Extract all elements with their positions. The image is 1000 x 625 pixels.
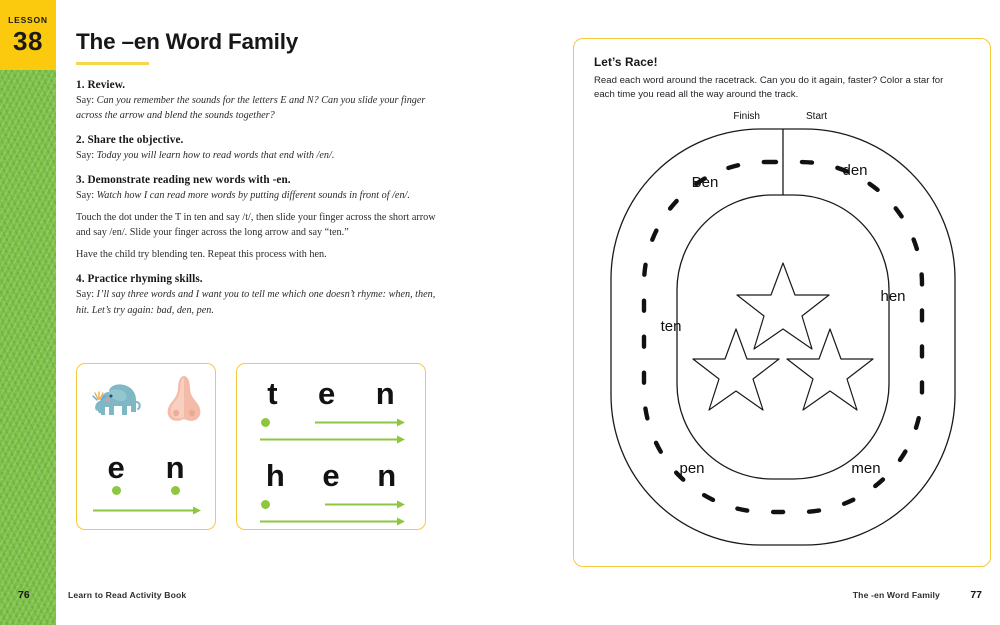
right-page [500,0,1000,625]
track-word-men: men [851,460,881,477]
letter-row-en [87,452,205,483]
green-side-strip [0,0,56,625]
sound-dot [112,486,121,495]
picture-row [77,373,215,429]
step-3-para-3: Have the child try blending ten. Repeat this process with hen. [76,249,327,261]
track-word-hen: hen [880,288,906,305]
left-page-number: 76 [18,589,30,601]
letter-t: t [267,376,278,411]
step-4-body [76,287,436,317]
step-3 [76,174,436,262]
sound-dot [171,486,180,495]
track-word-Ben: Ben [691,174,719,191]
letter-row-hen [247,460,415,491]
sound-dot-t [261,418,270,427]
lesson-badge [0,0,56,70]
letter-n: n [377,458,397,493]
race-instructions: Read each word around the racetrack. Can you do it again, faster? Color a star for each time you read all the way around the track. [594,75,944,101]
letter-row-ten [247,378,415,409]
activity-boxes [76,363,426,530]
letter-e: e [322,458,340,493]
blend-arrow-long-hen [260,517,405,526]
track-word-pen: pen [679,460,705,477]
right-page-number: 77 [970,589,982,601]
letter-n: n [375,376,395,411]
blend-arrow-long-ten [260,435,405,444]
step-3-body [76,188,436,203]
track-inner-edge [677,195,889,479]
star-top [737,263,829,349]
lesson-label: LESSON [8,15,48,26]
title-underline [76,62,149,65]
left-footer [0,575,500,625]
step-1-heading: 1. Review. [76,78,126,91]
step-2 [76,134,436,163]
blend-arrow-short-en-2 [325,500,405,509]
sound-dot-h [261,500,270,509]
left-page-content [76,30,436,329]
say-lead: Say: [76,94,95,106]
book-title-footer: Learn to Read Activity Book [68,590,187,600]
finish-label: Finish [733,111,760,122]
lesson-title-footer: The -en Word Family [852,590,940,600]
say-text: Today you will learn how to read words that end with /en/. [94,149,335,161]
step-4-heading: 4. Practice rhyming skills. [76,273,203,286]
start-label: Start [806,111,828,122]
activity-box-en[interactable] [76,363,216,530]
right-footer [600,575,1000,625]
say-lead: Say: [76,190,95,202]
step-3-para-2: Touch the dot under the T in ten and say /t/, then slide your finger across the short arrow and say /en/. Slide your finger across the long arrow and say “ten.” [76,212,436,239]
racetrack-diagram[interactable] [574,111,990,563]
lesson-number: 38 [13,25,43,56]
step-1 [76,79,436,123]
letter-h: h [265,458,285,493]
nose-illustration [163,374,205,429]
dot-row-en [87,486,205,495]
letter-n: n [165,450,185,485]
step-2-heading: 2. Share the objective. [76,133,184,146]
blend-arrow-long [93,506,201,515]
activity-box-ten-hen[interactable] [236,363,426,530]
say-text: Watch how I can read more words by putting different sounds in front of /en/. [94,190,410,202]
page-title: The –en Word Family [76,29,299,54]
say-text: Can you remember the sounds for the letters E and N? Can you slide your finger across the arrow and blend the sounds together? [76,94,426,121]
step-3-heading: 3. Demonstrate reading new words with -en. [76,174,291,187]
say-lead: Say: [76,149,95,161]
say-text: I’ll say three words and I want you to tell me which one doesn’t rhyme: when, then, hit. Let’s try again: bad, den, pen. [76,289,436,316]
track-word-den: den [842,162,868,179]
race-title: Let’s Race! [594,55,658,69]
race-activity-card [573,38,991,567]
elephant-illustration [87,380,143,429]
blend-arrow-short-en [315,418,405,427]
track-word-ten: ten [660,318,682,335]
letter-e: e [318,376,336,411]
say-lead: Say: [76,289,95,301]
letter-e: e [107,450,125,485]
lesson-steps [76,79,436,318]
step-2-body [76,148,436,163]
race-header [594,55,966,103]
step-4 [76,273,436,317]
step-1-body [76,93,436,123]
